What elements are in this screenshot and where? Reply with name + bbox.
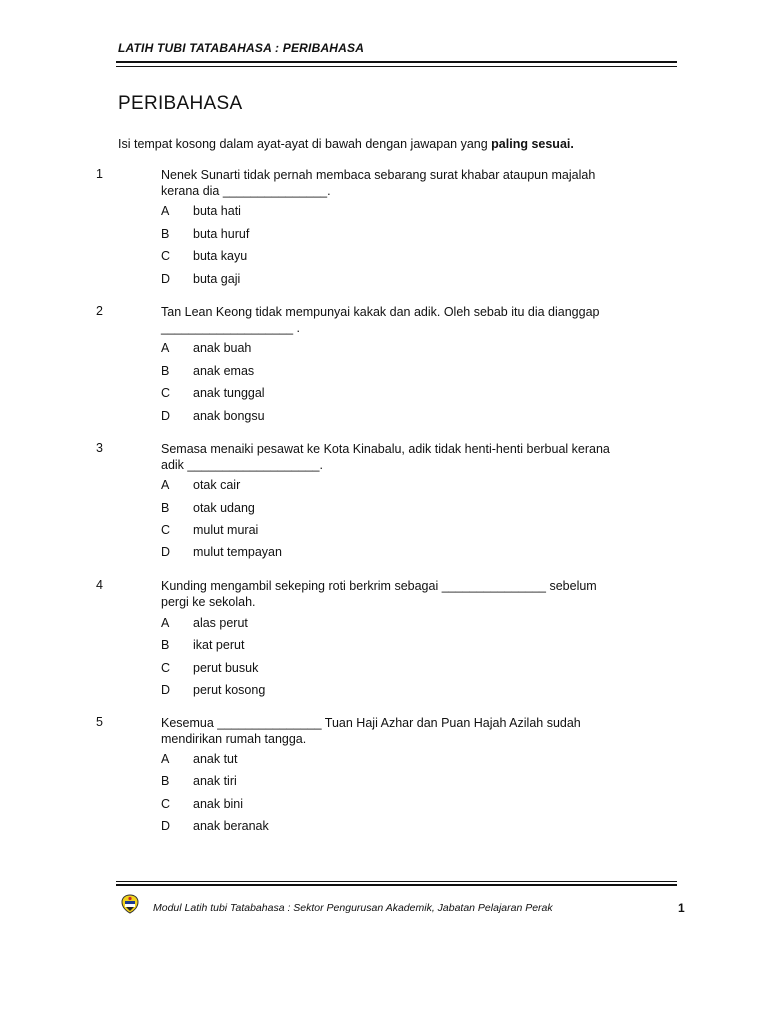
option-letter: D <box>161 545 171 559</box>
footer-rule-bottom <box>116 884 677 886</box>
option-letter: C <box>161 661 171 675</box>
option-text: buta gaji <box>193 272 241 286</box>
option-letter: D <box>161 683 171 697</box>
option-text: anak bongsu <box>193 409 265 423</box>
option-text: perut busuk <box>193 661 259 675</box>
question-text: Kesemua _______________ Tuan Haji Azhar dan Puan Hajah Azilah sudah mendirikan rumah tangga. <box>161 716 581 746</box>
option-text: anak buah <box>193 341 252 355</box>
option-letter: A <box>161 478 170 492</box>
option-letter: A <box>161 616 170 630</box>
question-number: 3 <box>96 441 103 455</box>
option-letter: A <box>161 341 170 355</box>
option-letter: A <box>161 204 170 218</box>
option-letter: C <box>161 797 171 811</box>
option-text: anak beranak <box>193 819 269 833</box>
option-text: ikat perut <box>193 638 245 652</box>
option-letter: D <box>161 819 171 833</box>
question-number: 5 <box>96 715 103 729</box>
question-number: 2 <box>96 304 103 318</box>
option-text: mulut tempayan <box>193 545 282 559</box>
option-letter: C <box>161 386 171 400</box>
header-rule-bottom <box>116 66 677 67</box>
option-text: anak emas <box>193 364 255 378</box>
option-letter: D <box>161 272 171 286</box>
question-text: Nenek Sunarti tidak pernah membaca sebarang surat khabar ataupun majalah kerana dia _______________. <box>161 168 596 198</box>
option-text: otak udang <box>193 501 255 515</box>
option-text: buta hati <box>193 204 241 218</box>
question-number: 4 <box>96 578 103 592</box>
option-letter: B <box>161 501 170 515</box>
option-text: mulut murai <box>193 523 259 537</box>
page-title: PERIBAHASA <box>118 93 243 114</box>
header-title: LATIH TUBI TATABAHASA : PERIBAHASA <box>118 41 365 55</box>
option-text: perut kosong <box>193 683 266 697</box>
page-number: 1 <box>678 901 685 915</box>
option-letter: D <box>161 409 171 423</box>
option-letter: C <box>161 523 171 537</box>
state-crest-icon <box>119 893 141 915</box>
instruction-text: Isi tempat kosong dalam ayat-ayat di bawah dengan jawapan yang <box>118 137 492 151</box>
option-text: anak tiri <box>193 774 237 788</box>
option-letter: B <box>161 364 170 378</box>
option-letter: C <box>161 249 171 263</box>
option-text: anak bini <box>193 797 244 811</box>
option-letter: A <box>161 752 170 766</box>
header-rule-top <box>116 61 677 63</box>
option-text: buta kayu <box>193 249 248 263</box>
option-letter: B <box>161 638 170 652</box>
option-letter: B <box>161 774 170 788</box>
option-text: alas perut <box>193 616 248 630</box>
question-number: 1 <box>96 167 103 181</box>
option-text: anak tunggal <box>193 386 265 400</box>
instruction-emphasis: paling sesuai. <box>491 137 574 151</box>
option-letter: B <box>161 227 170 241</box>
footer-text: Modul Latih tubi Tatabahasa : Sektor Pengurusan Akademik, Jabatan Pelajaran Perak <box>153 902 553 914</box>
question-text: Kunding mengambil sekeping roti berkrim sebagai _______________ sebelum pergi ke sekolah. <box>161 579 597 609</box>
question-text: Semasa menaiki pesawat ke Kota Kinabalu, adik tidak henti-henti berbual kerana adik ___________________. <box>161 442 610 472</box>
option-text: otak cair <box>193 478 241 492</box>
question-text: Tan Lean Keong tidak mempunyai kakak dan adik. Oleh sebab itu dia dianggap ___________________ . <box>161 305 600 335</box>
instruction <box>118 137 574 151</box>
option-text: anak tut <box>193 752 238 766</box>
option-text: buta huruf <box>193 227 250 241</box>
footer-rule-top <box>116 881 677 882</box>
